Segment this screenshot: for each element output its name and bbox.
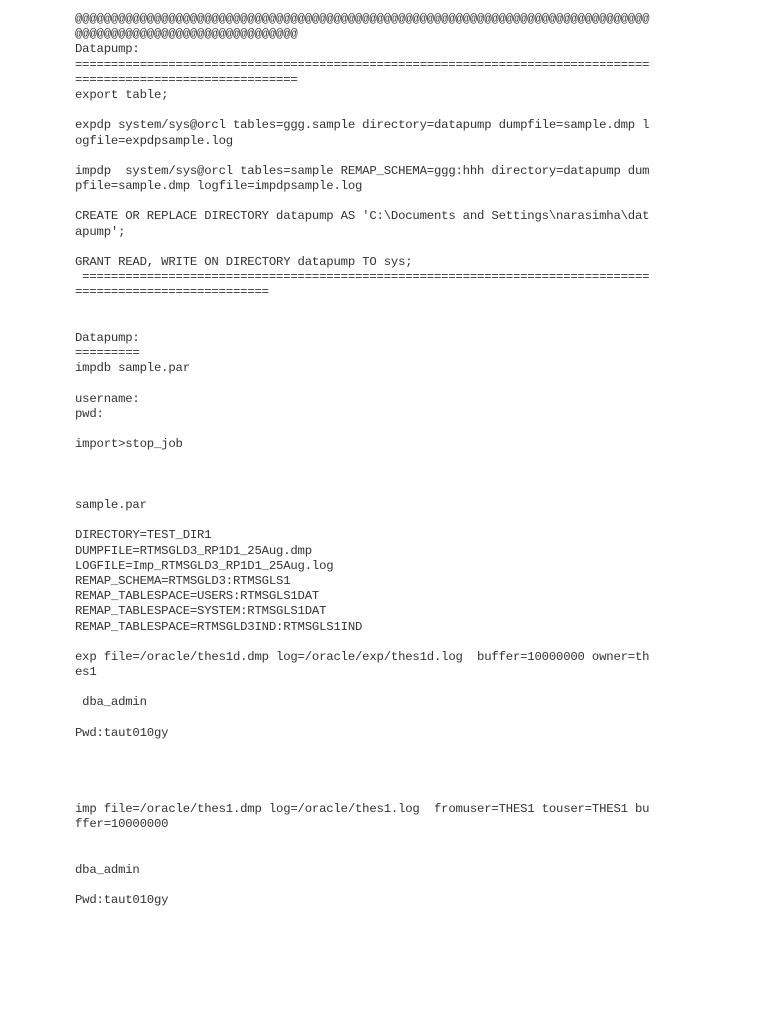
text-line	[75, 240, 685, 255]
text-line: CREATE OR REPLACE DIRECTORY datapump AS 'C:\Documents and Settings\narasimha\dat	[75, 209, 650, 224]
text-line	[75, 878, 685, 893]
text-line	[75, 741, 685, 756]
text-line: pwd:	[75, 406, 104, 421]
text-line	[75, 452, 685, 467]
text-line	[75, 301, 685, 316]
text-line: Pwd:taut010gy	[75, 725, 169, 740]
text-line: GRANT READ, WRITE ON DIRECTORY datapump TO sys;	[75, 255, 413, 269]
text-line: export table;	[75, 87, 169, 102]
text-line: import>stop_job	[75, 437, 183, 452]
text-line	[75, 635, 685, 650]
text-line: username:	[75, 391, 140, 406]
text-line	[75, 468, 685, 483]
text-line	[75, 513, 685, 528]
text-line: imp file=/oracle/thes1.dmp log=/oracle/thes1.log fromuser=THES1 touser=THES1 bu	[75, 801, 650, 816]
text-line: exp file=/oracle/thes1d.dmp log=/oracle/exp/thes1d.log buffer=10000000 owner=th	[75, 649, 650, 664]
text-line: @@@@@@@@@@@@@@@@@@@@@@@@@@@@@@@@@@@@@@@@@@@@@@@@@@@@@@@@@@@@@@@@@@@@@@@@@@@@@@@@	[75, 12, 650, 26]
text-line: ===========================	[75, 285, 269, 300]
text-line: LOGFILE=Imp_RTMSGLD3_RP1D1_25Aug.log	[75, 558, 334, 573]
text-line: REMAP_SCHEMA=RTMSGLD3:RTMSGLS1	[75, 573, 291, 588]
text-line: sample.par	[75, 498, 147, 512]
text-line: dba_admin	[75, 862, 140, 877]
text-line	[75, 316, 685, 331]
text-line: expdp system/sys@orcl tables=ggg.sample directory=datapump dumpfile=sample.dmp l	[75, 118, 650, 133]
text-line	[75, 711, 685, 726]
text-line: @@@@@@@@@@@@@@@@@@@@@@@@@@@@@@@	[75, 27, 298, 42]
text-line	[75, 680, 685, 695]
text-line: Pwd:taut010gy	[75, 892, 169, 907]
text-line: pfile=sample.dmp logfile=impdpsample.log	[75, 179, 363, 194]
document-body	[75, 12, 685, 908]
text-line: REMAP_TABLESPACE=RTMSGLD3IND:RTMSGLS1IND	[75, 619, 363, 634]
text-line	[75, 103, 685, 118]
text-line: ===============================	[75, 72, 298, 87]
text-line: =========	[75, 346, 140, 361]
text-line: REMAP_TABLESPACE=SYSTEM:RTMSGLS1DAT	[75, 604, 327, 619]
text-line	[75, 194, 685, 209]
text-line	[75, 847, 685, 862]
text-line	[75, 771, 685, 786]
text-line: DIRECTORY=TEST_DIR1	[75, 528, 212, 543]
text-line: Datapump:	[75, 42, 140, 57]
text-line: apump';	[75, 224, 126, 239]
text-line: ===============================================================================	[75, 270, 650, 285]
text-line	[75, 787, 685, 802]
text-line: impdb sample.par	[75, 361, 190, 376]
text-line: ffer=10000000	[75, 816, 169, 831]
text-line: ================================================================================	[75, 57, 650, 72]
text-line: DUMPFILE=RTMSGLD3_RP1D1_25Aug.dmp	[75, 543, 312, 558]
text-line	[75, 832, 685, 847]
text-line: ogfile=expdpsample.log	[75, 133, 233, 148]
text-line: REMAP_TABLESPACE=USERS:RTMSGLS1DAT	[75, 589, 320, 604]
text-line	[75, 483, 685, 498]
text-line	[75, 422, 685, 437]
text-line: es1	[75, 665, 97, 680]
text-line	[75, 756, 685, 771]
text-line	[75, 377, 685, 392]
text-line	[75, 149, 685, 164]
text-line: impdp system/sys@orcl tables=sample REMAP_SCHEMA=ggg:hhh directory=datapump dum	[75, 163, 650, 178]
text-line: dba_admin	[75, 695, 147, 710]
text-line: Datapump:	[75, 330, 140, 345]
